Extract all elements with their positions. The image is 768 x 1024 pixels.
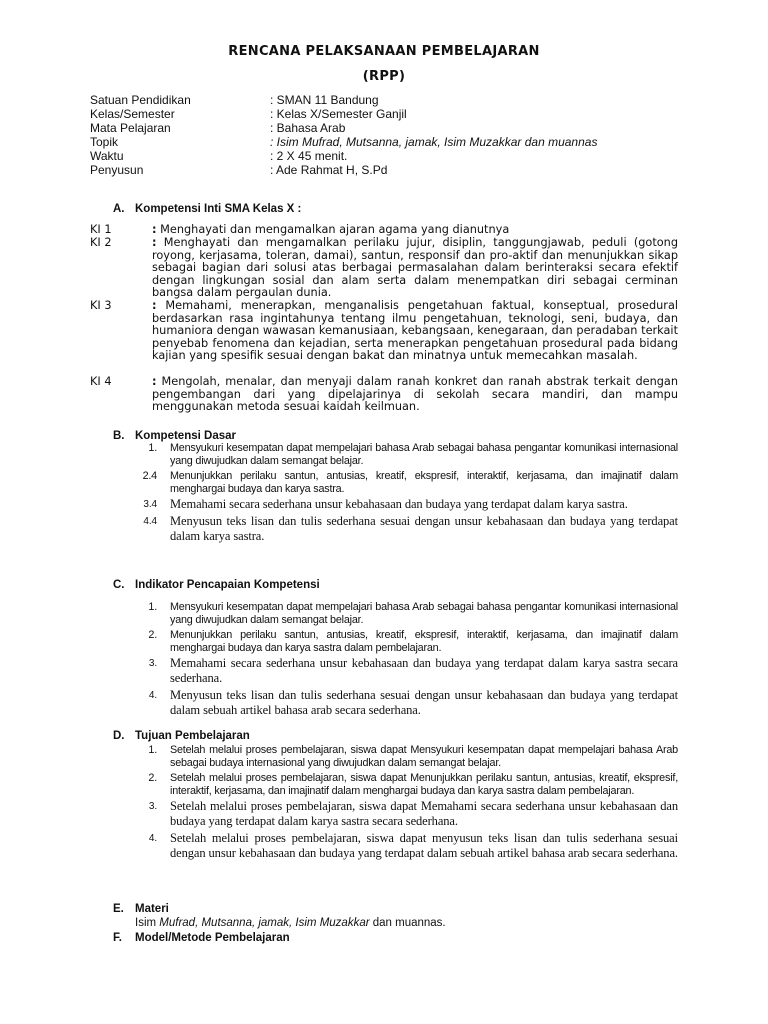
meta-value: : 2 X 45 menit. bbox=[270, 149, 348, 163]
item-text: Setelah melalui proses pembelajaran, siswa dapat menyusun teks lisan dan tulis sederhana sesuai dengan unsur kebahasaan dan budaya yang terdapat dalam sebuah artikel bahasa arab secara sederhana. bbox=[170, 831, 678, 860]
item-text: Menyusun teks lisan dan tulis sederhana sesuai dengan unsur kebahasaan dan budaya yang terdapat dalam karya sastra. bbox=[170, 514, 678, 543]
ki-item-2 bbox=[90, 237, 678, 300]
meta-value: : Bahasa Arab bbox=[270, 121, 346, 135]
indikator-list bbox=[135, 601, 678, 718]
item-text: Memahami secara sederhana unsur kebahasaan dan budaya yang terdapat dalam karya sastra. bbox=[170, 497, 628, 511]
meta-row-penyusun bbox=[90, 163, 597, 177]
ki-item-3 bbox=[90, 300, 678, 363]
item-text: Menyusun teks lisan dan tulis sederhana sesuai dengan unsur kebahasaan dan budaya yang terdapat dalam sebuah artikel bahasa arab secara sederhana. bbox=[170, 688, 678, 717]
meta-value: : Isim Mufrad, Mutsanna, jamak, Isim Muzakkar dan muannas bbox=[270, 135, 598, 149]
meta-value: : Kelas X/Semester Ganjil bbox=[270, 107, 407, 121]
list-item bbox=[135, 514, 678, 544]
meta-label: Mata Pelajaran bbox=[90, 121, 171, 135]
list-item bbox=[135, 442, 678, 468]
section-title: Materi bbox=[135, 903, 169, 915]
meta-label: Topik bbox=[90, 135, 119, 149]
item-text: Menunjukkan perilaku santun, antusias, kreatif, ekspresif, interaktif, kerjasama, dan imajinatif dalam menghargai budaya dan karya sastra. bbox=[170, 470, 678, 495]
item-number: 2. bbox=[148, 629, 157, 641]
section-letter: A. bbox=[113, 203, 125, 215]
item-number: 3.4 bbox=[143, 499, 157, 510]
section-title: Model/Metode Pembelajaran bbox=[135, 932, 290, 944]
materi-suffix: dan muannas. bbox=[369, 917, 446, 929]
tujuan-list bbox=[135, 744, 678, 861]
ki-code: KI 1 bbox=[90, 223, 112, 236]
section-d-heading bbox=[113, 730, 250, 742]
section-e-heading bbox=[113, 903, 169, 915]
ki-text: Menghayati dan mengamalkan perilaku jujur, disiplin, tanggungjawab, peduli (gotong royong, kerjasama, toleran, damai), santun, responsif dan pro-aktif dan menunjukkan sikap sebagai bagian dari solusi atas berbagai permasalahan dalam berinteraksi secara efektif dengan lingkungan sosial dan alam serta dalam menempatkan diri sebagai cerminan bangsa dalam pergaulan dunia. bbox=[152, 236, 679, 300]
section-f-heading bbox=[113, 932, 290, 944]
ki-colon: : bbox=[152, 236, 157, 249]
section-letter: F. bbox=[113, 932, 122, 944]
materi-prefix: Isim bbox=[135, 917, 160, 929]
section-title: Indikator Pencapaian Kompetensi bbox=[135, 579, 320, 591]
meta-label: Penyusun bbox=[90, 163, 144, 177]
meta-row-mapel bbox=[90, 121, 597, 135]
ki-code: KI 4 bbox=[90, 375, 112, 388]
item-text: Menunjukkan perilaku santun, antusias, kreatif, ekspresif, interaktif, kerjasama, dan imajinatif dalam menghargai budaya dan karya sastra dalam pembelajaran. bbox=[170, 629, 678, 654]
meta-row-topik bbox=[90, 135, 597, 149]
list-item bbox=[135, 629, 678, 655]
list-item bbox=[135, 656, 678, 686]
item-text: Setelah melalui proses pembelajaran, siswa dapat Memahami secara sederhana unsur kebahasaan dan budaya yang terdapat dalam karya sastra secara sederhana. bbox=[170, 799, 678, 828]
item-text: Mensyukuri kesempatan dapat mempelajari bahasa Arab sebagai bahasa pengantar komunikasi internasional yang diwujudkan dalam semangat belajar. bbox=[170, 601, 678, 626]
kompetensi-dasar-list bbox=[135, 442, 678, 544]
item-number: 4.4 bbox=[143, 516, 157, 527]
page-subtitle: (RPP) bbox=[362, 69, 406, 84]
item-number: 2. bbox=[148, 772, 157, 784]
meta-value: : SMAN 11 Bandung bbox=[270, 93, 379, 107]
item-number: 1. bbox=[148, 601, 157, 613]
list-item bbox=[135, 601, 678, 627]
ki-text: Mengolah, menalar, dan menyaji dalam ranah konkret dan ranah abstrak terkait dengan pengembangan dari yang dipelajarinya di sekolah secara mandiri, dan mampu menggunakan metoda sesuai kaidah keilmuan. bbox=[152, 375, 679, 414]
ki-text: Memahami, menerapkan, menganalisis pengetahuan faktual, konseptual, prosedural berdasarkan rasa ingintahunya tentang ilmu pengetahuan, teknologi, seni, budaya, dan humaniora dengan wawasan kemanusiaan, kebangsaan, kenegaraan, dan peradaban terkait penyebab fenomena dan kejadian, serta menerapkan pengetahuan prosedural pada bidang kajian yang spesifik sesuai dengan bakat dan minatnya untuk memecahkan masalah. bbox=[152, 299, 679, 363]
list-item bbox=[135, 497, 678, 512]
meta-value: : Ade Rahmat H, S.Pd bbox=[270, 163, 388, 177]
ki-colon: : bbox=[152, 375, 157, 388]
item-number: 4. bbox=[148, 833, 157, 844]
materi-text bbox=[135, 917, 446, 929]
meta-label: Waktu bbox=[90, 149, 124, 163]
section-letter: E. bbox=[113, 903, 124, 915]
list-item bbox=[135, 799, 678, 829]
item-number: 2.4 bbox=[142, 470, 157, 482]
section-title: Kompetensi Dasar bbox=[135, 430, 236, 442]
meta-label: Kelas/Semester bbox=[90, 107, 175, 121]
item-text: Memahami secara sederhana unsur kebahasaan dan budaya yang terdapat dalam karya sastra secara sederhana. bbox=[170, 656, 678, 685]
ki-text: Menghayati dan mengamalkan ajaran agama yang dianutnya bbox=[160, 223, 510, 236]
item-text: Mensyukuri kesempatan dapat mempelajari bahasa Arab sebagai bahasa pengantar komunikasi internasional yang diwujudkan dalam semangat belajar. bbox=[170, 442, 678, 467]
list-item bbox=[135, 470, 678, 496]
section-b-heading bbox=[113, 430, 236, 442]
ki-item-4 bbox=[90, 376, 678, 414]
list-item bbox=[135, 772, 678, 798]
ki-code: KI 3 bbox=[90, 299, 112, 312]
item-number: 4. bbox=[148, 690, 157, 701]
item-text: Setelah melalui proses pembelajaran, siswa dapat Menunjukkan perilaku santun, antusias, kreatif, ekspresif, interaktif, kerjasama, dan imajinatif dalam menghargai budaya dan karya sastra dalam pembelajaran. bbox=[170, 772, 678, 797]
ki-code: KI 2 bbox=[90, 236, 112, 249]
section-title: Tujuan Pembelajaran bbox=[135, 730, 250, 742]
section-c-heading bbox=[113, 579, 320, 591]
ki-item-1 bbox=[90, 224, 678, 237]
list-item bbox=[135, 831, 678, 861]
section-letter: C. bbox=[113, 579, 125, 591]
section-title: Kompetensi Inti SMA Kelas X : bbox=[135, 203, 302, 215]
list-item bbox=[135, 744, 678, 770]
meta-row-waktu bbox=[90, 149, 597, 163]
item-number: 3. bbox=[148, 658, 157, 669]
meta-row-kelas bbox=[90, 107, 597, 121]
materi-italic: Mufrad, Mutsanna, jamak, Isim Muzakkar bbox=[159, 917, 370, 929]
meta-label: Satuan Pendidikan bbox=[90, 93, 191, 107]
list-item bbox=[135, 688, 678, 718]
section-letter: B. bbox=[113, 430, 125, 442]
section-letter: D. bbox=[113, 730, 125, 742]
item-text: Setelah melalui proses pembelajaran, siswa dapat Mensyukuri kesempatan dapat mempelajari bahasa Arab sebagai budaya internasional yang diwujudkan dalam semangat belajar. bbox=[170, 744, 678, 769]
page-title: RENCANA PELAKSANAAN PEMBELAJARAN bbox=[228, 44, 540, 59]
ki-colon: : bbox=[152, 299, 157, 312]
item-number: 3. bbox=[148, 801, 157, 812]
item-number: 1. bbox=[148, 442, 157, 454]
ki-colon: : bbox=[152, 223, 157, 236]
item-number: 1. bbox=[148, 744, 157, 756]
section-a-heading bbox=[113, 203, 301, 215]
identity-table bbox=[90, 93, 597, 177]
meta-row-satuan bbox=[90, 93, 597, 107]
